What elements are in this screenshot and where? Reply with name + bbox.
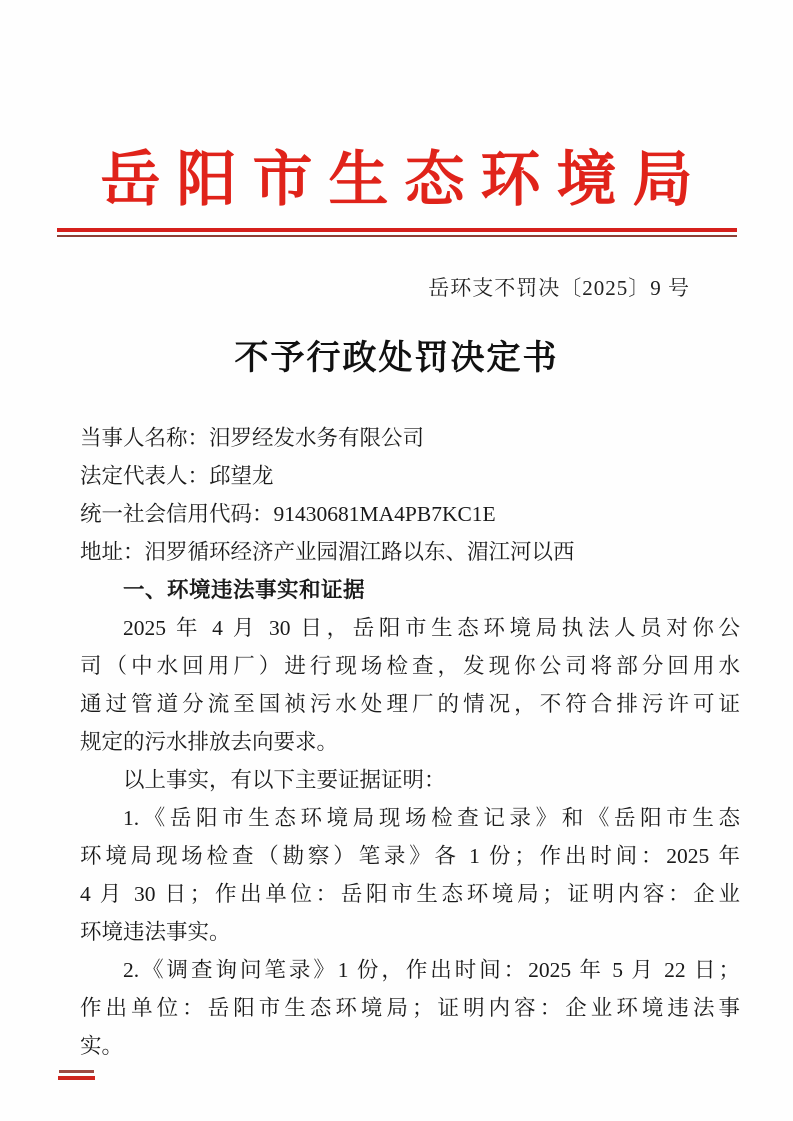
section-heading-facts-and-evidence: 一、环境违法事实和证据 [123, 578, 366, 602]
body-line-legal-representative: 法定代表人：邱望龙 [80, 464, 274, 488]
body-line-evidence-2: 2.《调查询问笔录》1 份，作出时间：2025 年 5 月 22 日； [123, 958, 740, 982]
binding-mark-thick-line [58, 1076, 95, 1080]
body-line: 实。 [80, 1034, 124, 1058]
agency-letterhead-title: 岳阳市生态环境局 [100, 147, 709, 213]
body-line: 作出单位：岳阳市生态环境局；证明内容：企业环境违法事 [80, 996, 740, 1020]
body-line: 环境违法事实。 [80, 920, 231, 944]
body-line: 规定的污水排放去向要求。 [80, 730, 339, 754]
body-line: 2025 年 4 月 30 日，岳阳市生态环境局执法人员对你公 [123, 616, 740, 640]
binding-mark-thin-line [59, 1070, 94, 1073]
body-line-evidence-1: 1.《岳阳市生态环境局现场检查记录》和《岳阳市生态 [123, 806, 740, 830]
binding-mark [58, 1070, 96, 1080]
body-line-address: 地址：汨罗循环经济产业园湄江路以东、湄江河以西 [80, 540, 575, 564]
body-line: 4 月 30 日；作出单位：岳阳市生态环境局；证明内容：企业 [80, 882, 740, 906]
divider-bottom-line [57, 235, 737, 237]
document-title: 不予行政处罚决定书 [234, 340, 559, 377]
body-line: 环境局现场检查（勘察）笔录》各 1 份；作出时间：2025 年 [80, 844, 740, 868]
body-line: 通过管道分流至国祯污水处理厂的情况，不符合排污许可证 [80, 692, 740, 716]
body-line-party-name: 当事人名称：汨罗经发水务有限公司 [80, 426, 425, 450]
body-line: 以上事实，有以下主要证据证明： [123, 768, 446, 792]
letterhead-divider [57, 228, 737, 237]
document-body [0, 419, 793, 1065]
body-line: 司（中水回用厂）进行现场检查，发现你公司将部分回用水 [80, 654, 740, 678]
document-number: 岳环支不罚决〔2025〕9 号 [428, 276, 690, 300]
body-line-credit-code: 统一社会信用代码：91430681MA4PB7KC1E [80, 502, 496, 526]
